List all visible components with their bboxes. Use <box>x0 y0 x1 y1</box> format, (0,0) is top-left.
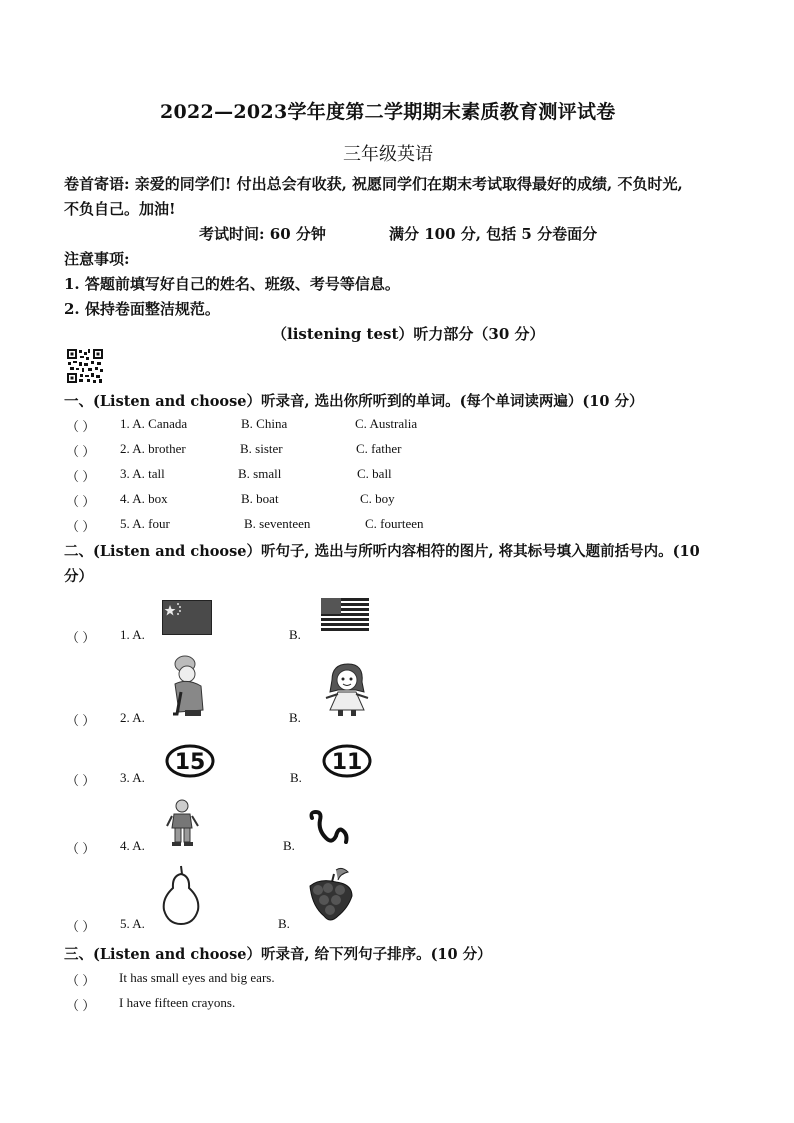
option-b: B. <box>290 770 302 785</box>
option-b: B. <box>289 710 301 725</box>
answer-bracket[interactable]: （ ） <box>66 494 96 509</box>
section2-heading-line-1: 二、(Listen and choose）听句子, 选出与所听内容相符的图片, 将其标号填入题前括号内。(10 <box>64 543 700 560</box>
option-c: C. Australia <box>355 416 418 431</box>
answer-bracket[interactable]: （ ） <box>66 444 96 459</box>
answer-bracket[interactable]: （ ） <box>66 519 96 534</box>
number-11-icon[interactable] <box>322 744 372 778</box>
number-11-text: 11 <box>331 750 363 775</box>
answer-bracket[interactable]: （ ） <box>66 713 96 728</box>
option-b: B. sister <box>240 441 283 456</box>
option-c: C. boy <box>360 491 395 506</box>
pear-icon[interactable] <box>158 864 204 926</box>
answer-bracket[interactable]: （ ） <box>66 841 96 856</box>
answer-bracket[interactable]: （ ） <box>66 998 96 1013</box>
number-15-icon[interactable] <box>165 744 215 778</box>
usa-flag-icon[interactable] <box>321 598 369 632</box>
china-flag-icon[interactable] <box>162 600 212 635</box>
option-b: B. small <box>238 466 282 481</box>
section3-heading: 三、(Listen and choose）听录音, 给下列句子排序。(10 分） <box>64 946 492 963</box>
preface-line-2: 不负自己。加油! <box>64 200 176 218</box>
section2-heading-line-2: 分） <box>64 568 93 585</box>
listening-heading: （listening test）听力部分（30 分） <box>272 325 545 343</box>
option-a: 1. A. Canada <box>120 416 188 431</box>
option-a: 2. A. <box>120 710 145 725</box>
option-a: 5. A. four <box>120 516 170 531</box>
option-b: B. <box>283 838 295 853</box>
sentence-1: It has small eyes and big ears. <box>119 970 275 985</box>
answer-bracket[interactable]: （ ） <box>66 469 96 484</box>
page-title: 2022—2023学年度第二学期期末素质教育测评试卷 <box>160 101 616 123</box>
option-a: 3. A. <box>120 770 145 785</box>
answer-bracket[interactable]: （ ） <box>66 773 96 788</box>
girl-icon[interactable] <box>318 660 376 718</box>
boy-icon[interactable] <box>166 798 200 848</box>
qr-code-icon[interactable] <box>66 348 104 384</box>
number-15-text: 15 <box>174 750 206 775</box>
snake-icon[interactable] <box>306 808 356 848</box>
exam-score: 满分 100 分, 包括 5 分卷面分 <box>389 225 598 243</box>
option-a: 5. A. <box>120 916 145 931</box>
option-b: B. boat <box>241 491 279 506</box>
option-a: 1. A. <box>120 627 145 642</box>
answer-bracket[interactable]: （ ） <box>66 973 96 988</box>
option-a: 2. A. brother <box>120 441 186 456</box>
note-item-2: 2. 保持卷面整洁规范。 <box>64 300 220 318</box>
notes-heading: 注意事项: <box>64 250 130 268</box>
grapes-icon[interactable] <box>296 866 366 926</box>
option-a: 4. A. <box>120 838 145 853</box>
option-b: B. <box>278 916 290 931</box>
preface-line-1: 卷首寄语: 亲爱的同学们! 付出总会有收获, 祝愿同学们在期末考试取得最好的成绩, 不负时光, <box>64 175 683 193</box>
answer-bracket[interactable]: （ ） <box>66 630 96 645</box>
option-c: C. fourteen <box>365 516 424 531</box>
section1-heading: 一、(Listen and choose）听录音, 选出你所听到的单词。(每个单词读两遍）(10 分） <box>64 393 644 410</box>
option-a: 3. A. tall <box>120 466 165 481</box>
answer-bracket[interactable]: （ ） <box>66 919 96 934</box>
answer-bracket[interactable]: （ ） <box>66 419 96 434</box>
grandmother-icon[interactable] <box>163 654 213 718</box>
option-a: 4. A. box <box>120 491 168 506</box>
page-subtitle: 三年级英语 <box>343 144 433 165</box>
option-b: B. seventeen <box>244 516 311 531</box>
option-c: C. ball <box>357 466 392 481</box>
note-item-1: 1. 答题前填写好自己的姓名、班级、考号等信息。 <box>64 275 400 293</box>
option-c: C. father <box>356 441 402 456</box>
option-b: B. China <box>241 416 288 431</box>
exam-time: 考试时间: 60 分钟 <box>199 225 326 243</box>
sentence-2: I have fifteen crayons. <box>119 995 236 1010</box>
option-b: B. <box>289 627 301 642</box>
